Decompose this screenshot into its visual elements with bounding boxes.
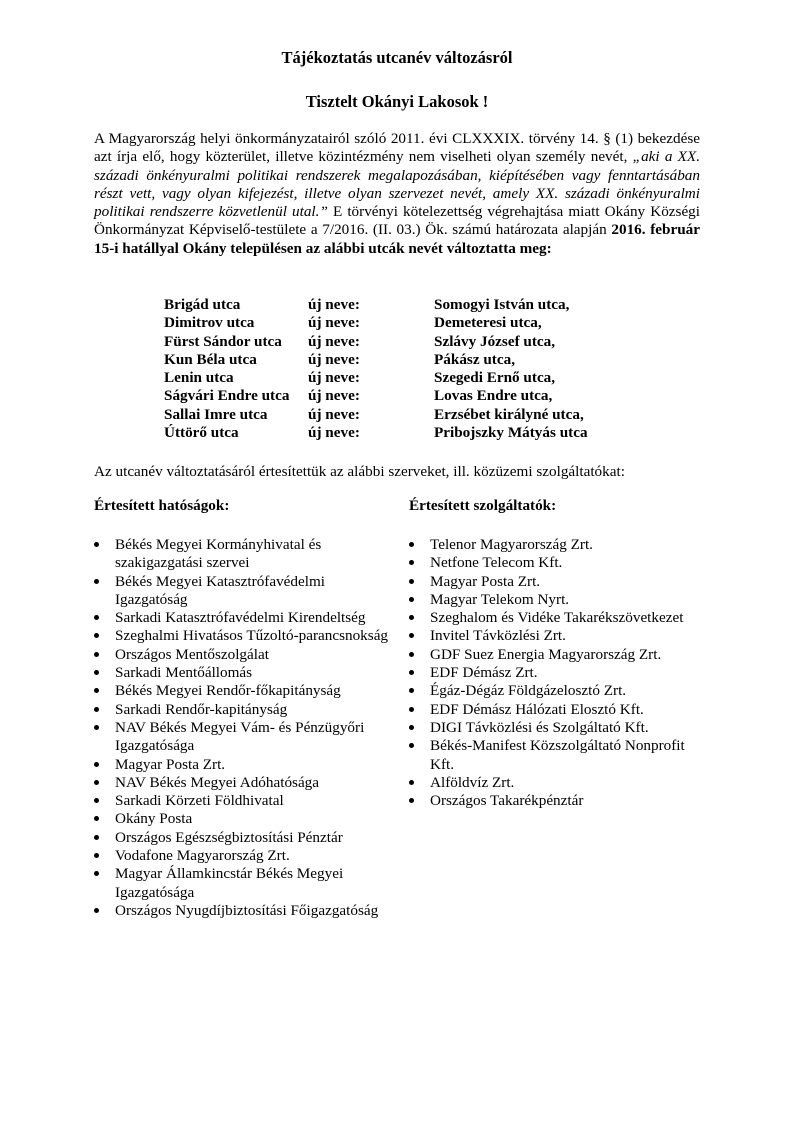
new-name-label: új neve: [308, 332, 360, 350]
new-name-label: új neve: [308, 350, 360, 368]
provider-list-item: Magyar Telekom Nyrt. [409, 591, 709, 609]
provider-list-item: Alföldvíz Zrt. [409, 774, 709, 792]
provider-list-item: GDF Suez Energia Magyarország Zrt. [409, 646, 709, 664]
street-row [164, 314, 588, 332]
authority-list-item: Békés Megyei Rendőr-főkapitányság [94, 682, 394, 700]
provider-list-item: EDF Démász Hálózati Elosztó Kft. [409, 701, 709, 719]
street-row [164, 296, 588, 314]
provider-list-item: EDF Démász Zrt. [409, 664, 709, 682]
provider-list-item: Békés-Manifest Közszolgáltató Nonprofit Kft. [409, 737, 709, 774]
street-row [164, 351, 588, 369]
authority-list-item: Magyar Posta Zrt. [94, 756, 394, 774]
authority-list-item: Sarkadi Mentőállomás [94, 664, 394, 682]
new-name-label: új neve: [308, 369, 360, 387]
street-row [164, 369, 588, 387]
new-name-label: új neve: [308, 405, 360, 423]
new-street-name: Lovas Endre utca, [434, 387, 553, 405]
provider-list-item: Szeghalom és Vidéke Takarékszövetkezet [409, 609, 709, 627]
provider-list-item: Magyar Posta Zrt. [409, 573, 709, 591]
authority-list-item: NAV Békés Megyei Adóhatósága [94, 774, 394, 792]
authorities-heading: Értesített hatóságok: [94, 497, 230, 514]
old-street-name: Fürst Sándor utca [164, 332, 282, 350]
street-row [164, 333, 588, 351]
new-street-name: Erzsébet királyné utca, [434, 405, 584, 423]
provider-list-item: Országos Takarékpénztár [409, 792, 709, 810]
authority-list-item: Magyar Államkincstár Békés Megyei Igazgatósága [94, 865, 394, 902]
new-name-label: új neve: [308, 296, 360, 313]
old-street-name: Úttörő utca [164, 424, 239, 442]
street-change-table [164, 296, 588, 442]
intro-text-2: E törvényi kötelezettség végrehajtása miatt Okány Községi Önkormányzat Képviselő-testülete a 7/2016. (II. 03.) Ök. számú határozata alapján [94, 203, 700, 239]
provider-list-item: Netfone Telecom Kft. [409, 554, 709, 572]
page-title: Tájékoztatás utcanév változásról [281, 48, 513, 67]
authority-list-item: NAV Békés Megyei Vám- és Pénzügyőri Igazgatósága [94, 719, 394, 756]
authority-list-item: Sarkadi Katasztrófavédelmi Kirendeltség [94, 609, 394, 627]
old-street-name: Dimitrov utca [164, 314, 255, 332]
providers-list [409, 536, 709, 810]
new-street-name: Pribojszky Mátyás utca [434, 424, 588, 442]
new-street-name: Somogyi István utca, [434, 296, 570, 313]
authority-list-item: Okány Posta [94, 810, 394, 828]
authority-list-item: Vodafone Magyarország Zrt. [94, 847, 394, 865]
greeting: Tisztelt Okányi Lakosok ! [305, 92, 489, 111]
street-row [164, 424, 588, 442]
authorities-list [94, 536, 394, 920]
new-street-name: Szegedi Ernő utca, [434, 369, 556, 387]
notification-text: Az utcanév változtatásáról értesítettük az alábbi szerveket, ill. közüzemi szolgáltatókat: [94, 463, 625, 480]
provider-list-item: Telenor Magyarország Zrt. [409, 536, 709, 554]
provider-list-item: DIGI Távközlési és Szolgáltató Kft. [409, 719, 709, 737]
authority-list-item: Szeghalmi Hivatásos Tűzoltó-parancsnokság [94, 627, 394, 645]
new-name-label: új neve: [308, 314, 360, 332]
intro-text-1: A Magyarország helyi önkormányzatairól szóló 2011. évi CLXXXIX. törvény 14. § (1) bekezdése azt írja elő, hogy közterület, illetve közintézmény nem viselheti olyan személy nevét, [94, 130, 700, 166]
old-street-name: Ságvári Endre utca [164, 387, 290, 405]
intro-bold: 2016. február 15-i hatállyal Okány településen az alábbi utcák nevét változtatta meg: [94, 221, 700, 257]
street-row [164, 406, 588, 424]
authority-list-item: Sarkadi Körzeti Földhivatal [94, 792, 394, 810]
intro-quote: „aki a XX. századi önkényuralmi politikai rendszerek megalapozásában, kiépítésében vagy fenntartásában részt vett, vagy olyan kifejezést, illetve olyan szervezet nevét, amely XX. századi önkényuralmi politikai rendszerre közvetlenül utal.” [94, 148, 700, 221]
intro-paragraph [94, 130, 700, 258]
authority-list-item: Országos Nyugdíjbiztosítási Főigazgatóság [94, 902, 394, 920]
new-street-name: Pákász utca, [434, 350, 515, 368]
street-row [164, 387, 588, 405]
providers-heading: Értesített szolgáltatók: [409, 497, 557, 514]
new-street-name: Szlávy József utca, [434, 332, 556, 350]
provider-list-item: Égáz-Dégáz Földgázelosztó Zrt. [409, 682, 709, 700]
provider-list-item: Invitel Távközlési Zrt. [409, 627, 709, 645]
old-street-name: Sallai Imre utca [164, 405, 268, 423]
authority-list-item: Országos Egészségbiztosítási Pénztár [94, 829, 394, 847]
old-street-name: Kun Béla utca [164, 350, 257, 368]
old-street-name: Brigád utca [164, 296, 241, 313]
authority-list-item: Békés Megyei Kormányhivatal és szakigazgatási szervei [94, 536, 394, 573]
authority-list-item: Sarkadi Rendőr-kapitányság [94, 701, 394, 719]
authority-list-item: Békés Megyei Katasztrófavédelmi Igazgatóság [94, 573, 394, 610]
new-name-label: új neve: [308, 387, 360, 405]
authority-list-item: Országos Mentőszolgálat [94, 646, 394, 664]
old-street-name: Lenin utca [164, 369, 234, 387]
new-street-name: Demeteresi utca, [434, 314, 542, 332]
new-name-label: új neve: [308, 424, 360, 442]
